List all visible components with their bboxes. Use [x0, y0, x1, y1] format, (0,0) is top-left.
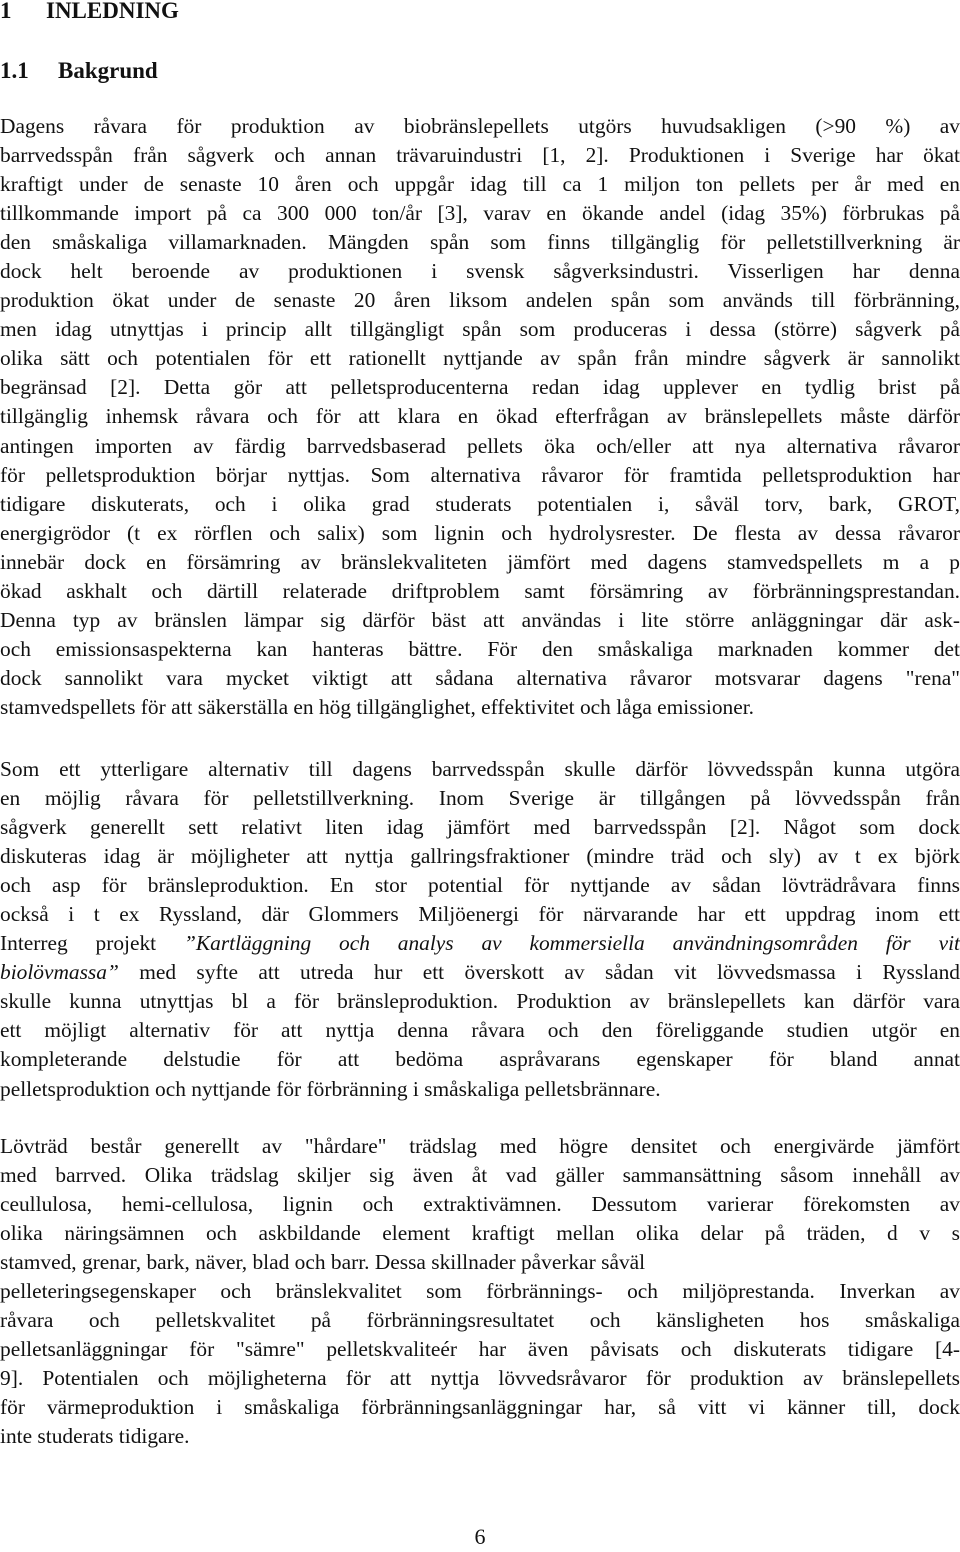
text-line: kraftigt under de senaste 10 åren och uppgår idag till ca 1 miljon ton pellets per år med en: [0, 172, 960, 197]
text-line: ett möjligt alternativ för att nyttja denna råvara och den föreliggande studien utgör en: [0, 1018, 960, 1043]
text-line: och emissionsaspekterna kan hanteras bättre. För den småskaliga marknaden kommer det: [0, 636, 960, 661]
text-line: olika sätt och potentialen för ett rationellt nyttjande av spån från mindre sågverk är sannolikt: [0, 346, 960, 371]
text-line: en möjlig råvara för pelletstillverkning. Inom Sverige är tillgången på lövvedsspån från: [0, 786, 960, 811]
project-title-end: biolövmassa”: [0, 960, 119, 985]
text-line: produktion ökat under de senaste 20 åren liksom andelen spån som används till förbränning,: [0, 288, 960, 313]
text-line: stamvedspellets för att säkerställa en hög tillgänglighet, effektivitet och låga emissioner.: [0, 694, 755, 719]
text-line: ceullulosa, hemi-cellulosa, lignin och extraktivämnen. Dessutom varierar förekomsten av: [0, 1192, 960, 1217]
page-number: 6: [474, 1524, 486, 1549]
text-line: tillgänglig inhemsk råvara och för att klara en ökad efterfrågan av bränslepellets måste därför: [0, 404, 960, 429]
text-line: innebär dock en försämring av bränslekvaliteten jämfört med dagens stamvedspellets m a p: [0, 549, 960, 574]
text-line: men idag utnyttjas i princip allt tillgängligt spån som produceras i dessa (större) sågverk på: [0, 317, 960, 342]
text-line: 9]. Potentialen och möjligheterna för att nyttja lövvedsråvaror för produktion av bränslepellets: [0, 1366, 960, 1391]
paragraph-background-1: [0, 112, 960, 722]
text-run: Interreg projekt: [0, 931, 184, 956]
text-line: inte studerats tidigare.: [0, 1424, 190, 1449]
text-line: Lövträd består generellt av "hårdare" trädslag med högre densitet och energivärde jämfört: [0, 1134, 960, 1158]
text-line: energigrödor (t ex rörflen och salix) som lignin och hydrolysrester. De flesta av dessa råvaror: [0, 520, 960, 545]
text-line: dock helt beroende av produktionen i svensk sågverksindustri. Visserligen har denna: [0, 259, 960, 284]
text-line: och asp för bränsleproduktion. En stor potential för nyttjande av sådan lövträdråvara finns: [0, 873, 960, 898]
text-line: stamved, grenar, bark, näver, blad och barr. Dessa skillnader påverkar såväl: [0, 1250, 646, 1275]
text-line: råvara och pelletskvalitet på förbränningsresultatet och känsligheten hos småskaliga: [0, 1308, 960, 1333]
text-line: Dagens råvara för produktion av biobränslepellets utgörs huvudsakligen (>90 %) av: [0, 114, 960, 138]
text-line: ökad askhalt och därtill relaterade driftproblem samt försämring av förbränningsprestandan.: [0, 578, 960, 603]
text-run: med syfte att utreda hur ett överskott av sådan vit lövvedsmassa i Ryssland: [118, 960, 960, 985]
text-line: tidigare diskuterats, och i olika grad studerats potentialen i, såväl torv, bark, GROT,: [0, 491, 960, 516]
text-line: antingen importen av färdig barrvedsbaserad pellets öka och/eller att nya alternativa råvaror: [0, 433, 960, 458]
text-line: barrvedsspån från sågverk och annan trävaruindustri [1, 2]. Produktionen i Sverige har ökat: [0, 143, 960, 168]
section-number: 1.1: [0, 58, 29, 83]
text-line: med barrved. Olika trädslag skiljer sig även åt vad gäller sammansättning såsom innehåll av: [0, 1163, 960, 1188]
text-line: Denna typ av bränslen lämpar sig därför bäst att användas i lite större anläggningar där ask-: [0, 607, 960, 632]
text-line: dock sannolikt vara mycket viktigt att sådana alternativa råvaror motsvarar dagens "rena": [0, 665, 960, 690]
text-line: sågverk generellt sett relativt liten idag jämfört med barrvedsspån [2]. Något som dock: [0, 815, 960, 840]
text-line: [0, 929, 960, 958]
text-line: skulle kunna utnyttjas bl a för bränsleproduktion. Produktion av bränslepellets kan därför vara: [0, 989, 960, 1014]
text-line: pelleteringsegenskaper och bränslekvalitet som förbrännings- och miljöprestanda. Inverkan av: [0, 1279, 960, 1304]
text-line: tillkommande import på ca 300 000 ton/år [3], varav en ökande andel (idag 35%) förbrukas på: [0, 201, 960, 226]
chapter-number: 1: [0, 0, 12, 23]
text-line: Som ett ytterligare alternativ till dagens barrvedsspån skulle därför lövvedsspån kunna utgöra: [0, 757, 960, 781]
text-line: olika näringsämnen och askbildande element kraftigt mellan olika delar på träden, d v s: [0, 1221, 960, 1246]
text-line: pelletsanläggningar för "sämre" pelletskvaliteér har även påvisats och diskuterats tidigare [4-: [0, 1337, 960, 1362]
chapter-heading: [0, 0, 179, 29]
chapter-title: INLEDNING: [46, 0, 179, 23]
text-line: [0, 958, 960, 987]
text-line: kompleterande delstudie för att bedöma aspråvarans egenskaper för bland annat: [0, 1047, 960, 1072]
text-line: för värmeproduktion i småskaliga förbränningsanläggningar har, så vitt vi känner till, dock: [0, 1395, 960, 1420]
text-line: diskuteras idag är möjligheter att nyttja gallringsfraktioner (mindre träd och sly) av t ex björk: [0, 844, 960, 869]
section-title: Bakgrund: [58, 58, 158, 83]
project-title: ”Kartläggning och analys av kommersiella användningsområden för vit: [183, 931, 960, 956]
text-line: pelletsproduktion och nyttjande för förbränning i småskaliga pelletsbrännare.: [0, 1076, 661, 1101]
text-line: begränsad [2]. Detta gör att pelletsproducenterna redan idag upplever en tydlig brist på: [0, 375, 960, 400]
paragraph-background-3: [0, 1132, 960, 1452]
section-heading: [0, 53, 158, 89]
text-line: för pelletsproduktion börjar nyttjas. Som alternativa råvaror för framtida pelletsproduktion har: [0, 462, 960, 487]
paragraph-background-2: [0, 755, 960, 1104]
text-line: den småskaliga villamarknaden. Mängden spån som finns tillgänglig för pelletstillverkning är: [0, 230, 960, 255]
text-line: också i t ex Ryssland, där Glommers Miljöenergi för närvarande har ett uppdrag inom ett: [0, 902, 960, 927]
